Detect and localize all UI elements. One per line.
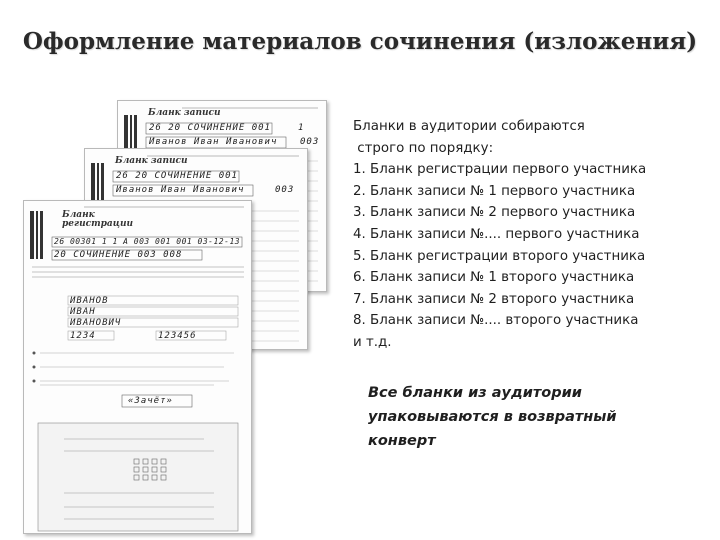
instruction-line: 2. Бланк записи № 1 первого участника bbox=[353, 183, 636, 199]
note-line: упаковываются в возвратный bbox=[368, 409, 617, 425]
instruction-line: 7. Бланк записи № 2 второго участника bbox=[353, 291, 635, 307]
sheet1-doc-series: 1234 bbox=[70, 331, 96, 341]
instructions-text bbox=[353, 116, 703, 354]
instruction-line: строго по порядку: bbox=[353, 140, 494, 156]
note-line: конверт bbox=[368, 433, 436, 449]
answer-sheet-heading: Бланк записи bbox=[148, 108, 221, 118]
answer-sheet-heading: Бланк записи bbox=[115, 156, 188, 166]
sheet1-subject: 20 СОЧИНЕНИЕ 003 008 bbox=[54, 250, 183, 260]
sheet1-patronymic: ИВАНОВИЧ bbox=[70, 318, 122, 328]
instruction-line: 6. Бланк записи № 1 второго участника bbox=[353, 270, 635, 286]
sheet3-code: 26 20 СОЧИНЕНИЕ 001 bbox=[149, 123, 271, 133]
instruction-line: Бланки в аудитории собираются bbox=[353, 119, 585, 134]
sheet2-page: 003 bbox=[275, 185, 295, 195]
sheet1-name: ИВАН bbox=[70, 307, 96, 317]
sheet3-name: Иванов Иван Иванович bbox=[149, 137, 278, 147]
instruction-line: 1. Бланк регистрации первого участника bbox=[353, 162, 647, 178]
sheet3-code-right: 1 bbox=[298, 123, 305, 133]
instruction-line: 8. Бланк записи №.... второго участника bbox=[353, 313, 639, 329]
sheet1-result: «Зачёт» bbox=[128, 396, 173, 406]
sheet1-surname: ИВАНОВ bbox=[70, 296, 109, 306]
registration-heading-line2: регистрации bbox=[62, 219, 134, 229]
sheet3-page: 003 bbox=[300, 137, 320, 147]
sheet1-doc-number: 123456 bbox=[158, 331, 197, 341]
instruction-line: 4. Бланк записи №.... первого участника bbox=[353, 226, 640, 242]
instruction-line: 3. Бланк записи № 2 первого участника bbox=[353, 205, 636, 221]
instruction-line: и т.д. bbox=[353, 334, 392, 350]
sheet2-name: Иванов Иван Иванович bbox=[116, 185, 245, 195]
page-title: Оформление материалов сочинения (изложения) bbox=[22, 28, 698, 55]
envelope-note bbox=[368, 381, 698, 453]
note-line: Все бланки из аудитории bbox=[368, 385, 582, 401]
registration-sheet-image bbox=[23, 200, 252, 534]
instruction-line: 5. Бланк регистрации второго участника bbox=[353, 248, 646, 264]
sheet1-code: 26 00301 1 1 А 003 001 001 03-12-13 bbox=[54, 237, 241, 246]
registration-heading bbox=[62, 211, 133, 229]
registration-heading-line1: Бланк bbox=[62, 210, 95, 220]
sheet2-code: 26 20 СОЧИНЕНИЕ 001 bbox=[116, 171, 238, 181]
